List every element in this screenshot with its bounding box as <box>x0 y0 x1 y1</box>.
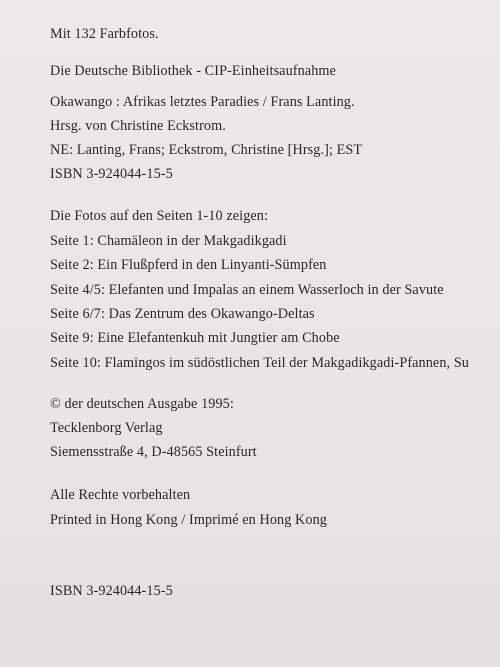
caption-item: Seite 2: Ein Flußpferd in den Linyanti-Sümpfen <box>50 257 327 273</box>
caption-item: Seite 6/7: Das Zentrum des Okawango-Deltas <box>50 306 315 322</box>
cip-isbn: ISBN 3-924044-15-5 <box>50 166 173 182</box>
photo-count: Mit 132 Farbfotos. <box>50 26 159 42</box>
copyright-notice: © der deutschen Ausgabe 1995: <box>50 396 234 412</box>
cip-ne: NE: Lanting, Frans; Eckstrom, Christine [Hrsg.]; EST <box>50 142 363 158</box>
rights-reserved: Alle Rechte vorbehalten <box>50 487 191 503</box>
caption-item: Seite 10: Flamingos im südöstlichen Teil der Makgadikgadi-Pfannen, Su <box>50 355 470 371</box>
cip-title: Okawango : Afrikas letztes Paradies / Frans Lanting. <box>50 94 355 110</box>
printed-in: Printed in Hong Kong / Imprimé en Hong Kong <box>50 512 327 528</box>
captions-intro: Die Fotos auf den Seiten 1-10 zeigen: <box>50 208 269 224</box>
footer-isbn: ISBN 3-924044-15-5 <box>50 583 173 599</box>
publisher-name: Tecklenborg Verlag <box>50 420 163 436</box>
cip-heading: Die Deutsche Bibliothek - CIP-Einheitsaufnahme <box>50 63 336 79</box>
publisher-address: Siemensstraße 4, D-48565 Steinfurt <box>50 444 257 460</box>
caption-item: Seite 4/5: Elefanten und Impalas an einem Wasserloch in der Savute <box>50 282 444 298</box>
cip-editor: Hrsg. von Christine Eckstrom. <box>50 118 226 134</box>
caption-item: Seite 9: Eine Elefantenkuh mit Jungtier am Chobe <box>50 330 340 346</box>
caption-item: Seite 1: Chamäleon in der Makgadikgadi <box>50 233 287 249</box>
